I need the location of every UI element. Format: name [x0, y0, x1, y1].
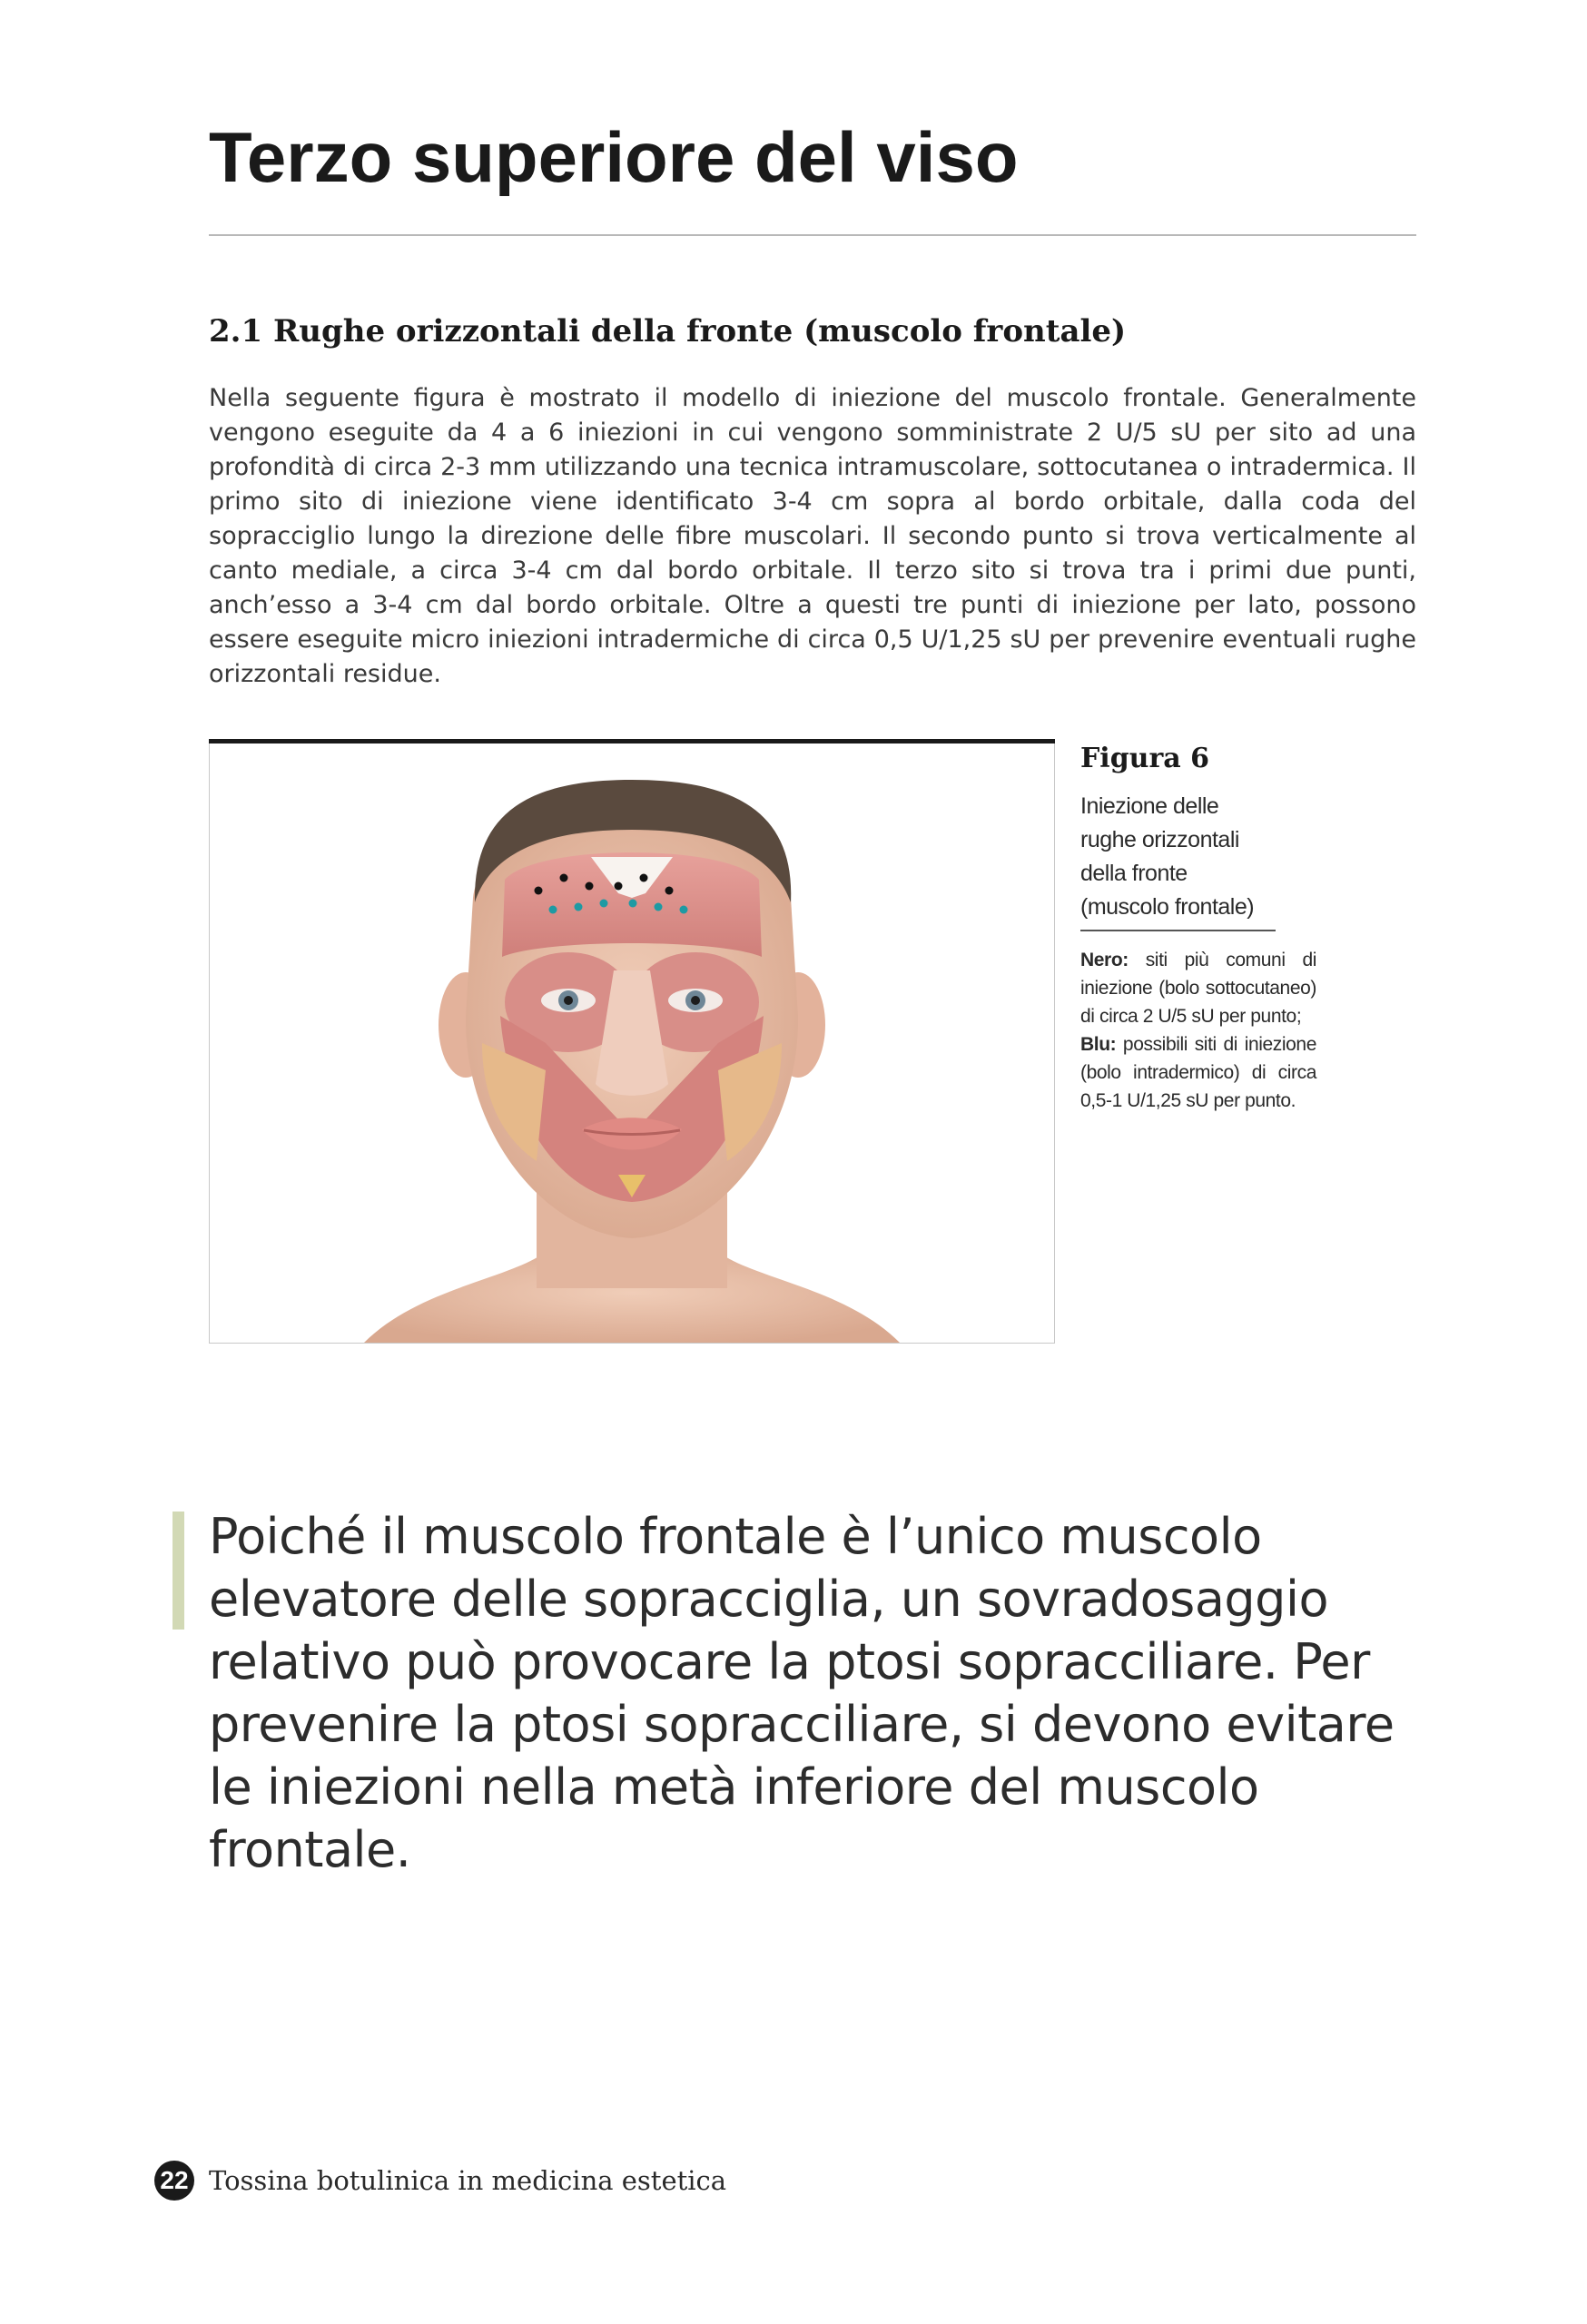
body-paragraph: Nella seguente figura è mostrato il modello di iniezione del muscolo frontale. Generalmente vengono eseguite da 4 a 6 iniezioni in cui vengono somministrate 2 U/5 sU per sito ad una profondità di circa 2-3 mm utilizzando una tecnica intramuscolare, sottocutanea o intradermica. Il primo sito di iniezione viene identificato 3-4 cm sopra al bordo orbitale, dalla coda del sopracciglio lungo la direzione delle fibre muscolari. Il secondo punto si trova verticalmente al canto mediale, a circa 3-4 cm dal bordo orbitale. Il terzo sito si trova tra i primi due punti, anch’esso a 3-4 cm dal bordo orbitale. Oltre a questi tre punti di iniezione per lato, possono essere eseguite micro iniezioni intradermiche di circa 0,5 U/1,25 sU per prevenire eventuali rughe orizzontali residue. [209, 384, 1416, 688]
injection-point-black [560, 874, 568, 882]
legend-key-black: Nero: [1080, 950, 1129, 970]
legend-text-black: siti più comuni di iniezione (bolo sottocutaneo) di circa 2 U/5 sU per punto; [1080, 950, 1316, 1027]
figure-legend [1080, 946, 1316, 1115]
footer-book-title: Tossina botulinica in medicina estetica [209, 2165, 727, 2196]
page-title: Terzo superiore del viso [209, 117, 1019, 197]
quote-accent-bar [172, 1512, 184, 1630]
face-anatomy-illustration [210, 743, 1054, 1343]
injection-point-blue [655, 903, 663, 911]
figure-illustration [209, 743, 1055, 1344]
pull-quote: Poiché il muscolo frontale è l’unico muscolo elevatore delle sopracciglia, un sovradosaggio relativo può provocare la ptosi sopracciliare. Per prevenire la ptosi sopracciliare, si devono evitare le iniezioni nella metà inferiore del muscolo frontale. [209, 1508, 1395, 1878]
title-divider [209, 234, 1416, 236]
injection-point-blue [575, 903, 583, 911]
injection-point-blue [680, 906, 688, 914]
caption-divider [1080, 930, 1276, 931]
injection-point-black [586, 882, 594, 891]
injection-point-blue [600, 900, 608, 908]
injection-point-black [535, 887, 543, 895]
injection-point-blue [629, 900, 637, 908]
injection-point-black [615, 882, 623, 891]
page-number-badge: 22 [154, 2161, 194, 2201]
injection-point-black [640, 874, 648, 882]
figure-title: Iniezione delle rughe orizzontali della fronte (muscolo frontale) [1080, 793, 1255, 920]
injection-point-black [665, 887, 674, 895]
section-heading: 2.1 Rughe orizzontali della fronte (muscolo frontale) [209, 313, 1127, 350]
legend-text-blue: possibili siti di iniezione (bolo intradermico) di circa 0,5-1 U/1,25 sU per punto. [1080, 1034, 1316, 1111]
figure-label: Figura 6 [1080, 743, 1210, 774]
figure-caption [1080, 739, 1416, 1115]
injection-point-blue [549, 906, 557, 914]
legend-key-blue: Blu: [1080, 1034, 1117, 1055]
